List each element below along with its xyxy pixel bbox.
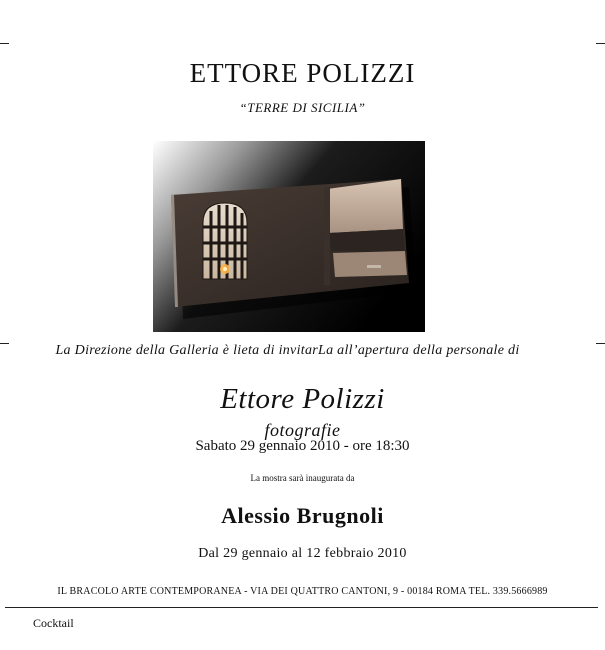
footer-divider bbox=[5, 607, 598, 608]
gallery-address: IL BRACOLO ARTE CONTEMPORANEA - VIA DEI QUATTRO CANTONI, 9 - 00184 ROMA TEL. 339.5666989 bbox=[57, 586, 548, 597]
guest-name: Alessio Brugnoli bbox=[221, 503, 384, 528]
exhibition-photo bbox=[153, 141, 425, 332]
crop-mark-top-right bbox=[596, 43, 605, 44]
cocktail-note: Cocktail bbox=[33, 616, 74, 630]
medium-label: fotografie bbox=[264, 420, 341, 440]
exhibition-subtitle: “TERRE DI SICILIA” bbox=[239, 100, 366, 115]
exhibition-date-range: Dal 29 gennaio al 12 febbraio 2010 bbox=[198, 546, 407, 561]
invitation-line: La Direzione della Galleria è lieta di invitarLa all’apertura della personale di bbox=[55, 343, 520, 358]
event-datetime: Sabato 29 gennaio 2010 - ore 18:30 bbox=[195, 438, 410, 454]
artist-name: Ettore Polizzi bbox=[220, 383, 385, 415]
candle-light-icon bbox=[220, 264, 230, 274]
crop-mark-mid-right bbox=[596, 343, 605, 344]
artist-title: ETTORE POLIZZI bbox=[189, 58, 416, 88]
crop-mark-top-left bbox=[0, 43, 9, 44]
inauguration-note: La mostra sarà inaugurata da bbox=[250, 473, 355, 483]
